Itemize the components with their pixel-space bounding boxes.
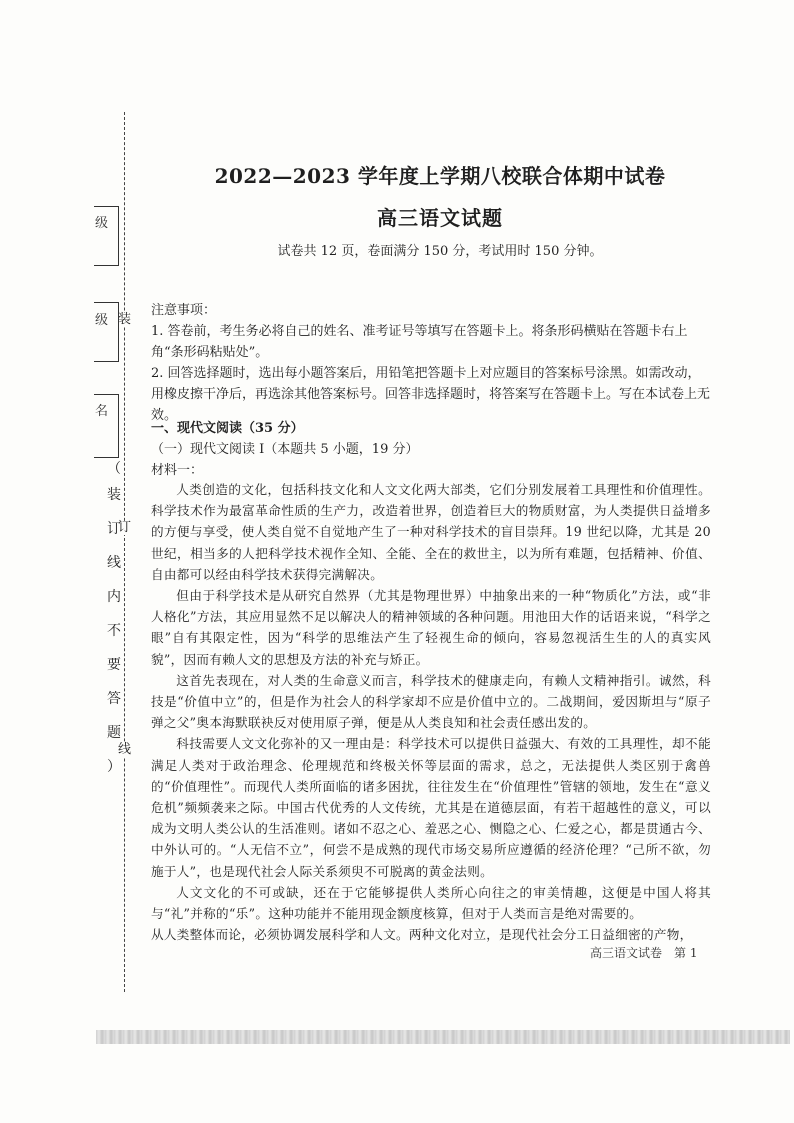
vertical-note-char: 线 (107, 555, 121, 571)
binding-dotted-line (124, 112, 125, 992)
exam-subtitle: 高三语文试题 (377, 206, 503, 230)
vertical-binding-note (106, 462, 122, 794)
article-paragraph: 这首先表现在，对人类的生命意义而言，科学技术的健康走向，有赖人文精神指引。诚然，科技是“价值中立”的，但是作为社会人的科学家却不应是价值中立的。二战期间，爱因斯坦与“原子弹之父”奥本海默联袂反对使用原子弹，便是从人类良知和社会责任感出发的。 (151, 672, 711, 731)
article-paragraph: 但由于科学技术是从研究自然界（尤其是物理世界）中抽象出来的一种“物质化”方法，或“非人格化”方法，其应用显然不足以解决人的精神领域的各种问题。用池田大作的话语来说，“科学之眼”自有其限定性，因为“科学的思维法产生了轻视生命的倾向，容易忽视活生生的人的真实风貌”，因而有赖人文的思想及方法的补充与矫正。 (151, 588, 711, 667)
article-paragraph: 科技需要人文文化弥补的又一理由是：科学技术可以提供日益强大、有效的工具理性，却不能满足人类对于政治理念、伦理规范和终极关怀等层面的需求，总之，无法提供人类区别于禽兽的“价值理性”。而现代人类所面临的诸多困扰，往往发生在“价值理性”管辖的领地，发生在“意义危机”频频袭来之际。中国古代优秀的人文传统，尤其是在道德层面，有若干超越性的意义，可以成为文明人类公认的生活准则。诸如不忍之心、羞恶之心、恻隐之心、仁爱之心，都是贯通古今、中外认可的。“人无信不立”，何尝不是成熟的现代市场交易所应遵循的经济伦理？“己所不欲，勿施于人”，也是现代社会人际关系须臾不可脱离的黄金法则。 (151, 736, 711, 879)
article-body (151, 479, 711, 945)
vertical-note-char: 不 (107, 623, 121, 639)
scan-edge-strip (96, 1030, 790, 1044)
vertical-note-char: ） (107, 759, 121, 775)
name-field-label: 名 (95, 404, 109, 419)
vertical-note-char: 答 (107, 691, 121, 707)
section-heading: 一、现代文阅读（35 分） (151, 421, 304, 436)
vertical-note-char: 要 (107, 657, 121, 673)
notice-item-2: 2. 回答选择题时，选出每小题答案后，用铅笔把答题卡上对应题目的答案标号涂黑。如需改动，用橡皮擦干净后，再选涂其他答案标号。回答非选择题时，将答案写在答题卡上。写在本试卷上无效。 (151, 366, 711, 423)
article-paragraph: 人文文化的不可或缺，还在于它能够提供人类所心向往之的审美情趣，这便是中国人将其与“礼”并称的“乐”。这种功能并不能用现金额度核算，但对于人类而言是绝对需要的。 (151, 884, 711, 922)
vertical-note-char: 内 (107, 589, 121, 605)
exam-title: 2022—2023 学年度上学期八校联合体期中试卷 (214, 164, 666, 188)
section-subheading: （一）现代文阅读 I（本题共 5 小题，19 分） (151, 442, 419, 457)
grade-field-label: 级 (95, 313, 109, 328)
binding-char-zhuang: 装 (118, 312, 132, 327)
vertical-note-char: （ (107, 461, 121, 477)
vertical-note-char: 订 (107, 521, 121, 537)
exam-info: 试卷共 12 页，卷面满分 150 分，考试用时 150 分钟。 (277, 244, 603, 259)
material-label: 材料一： (151, 463, 204, 478)
article-paragraph: 从人类整体而论，必须协调发展科学和人文。两种文化对立，是现代社会分工日益细密的产物， (151, 927, 693, 943)
binding-char-ding: 订 (118, 520, 132, 535)
vertical-note-char: 题 (107, 725, 121, 741)
notice-item-1: 1. 答卷前，考生务必将自己的姓名、准考证号等填写在答题卡上。将条形码横贴在答题卡右上角“条形码粘贴处”。 (151, 324, 688, 360)
article-paragraph: 人类创造的文化，包括科技文化和人文文化两大部类，它们分别发展着工具理性和价值理性。科学技术作为最富革命性质的生产力，改造着世界，创造着巨大的物质财富，为人类提供日益增多的方便与享受，使人类自觉不自觉地产生了一种对科学技术的盲目崇拜。19 世纪以降，尤其是 20 世纪，相当多的人把科学技术视作全知、全能、全在的救世主，以为所有难题，包括精神、价值、自由都可以经由科学技术获得完满解决。 (151, 482, 711, 582)
binding-char-xian: 线 (118, 742, 132, 757)
class-field-label: 级 (95, 216, 109, 231)
notice-heading: 注意事项： (151, 303, 217, 318)
page-footer: 高三语文试卷 第 1 (590, 946, 698, 960)
vertical-note-char: 装 (107, 487, 121, 503)
